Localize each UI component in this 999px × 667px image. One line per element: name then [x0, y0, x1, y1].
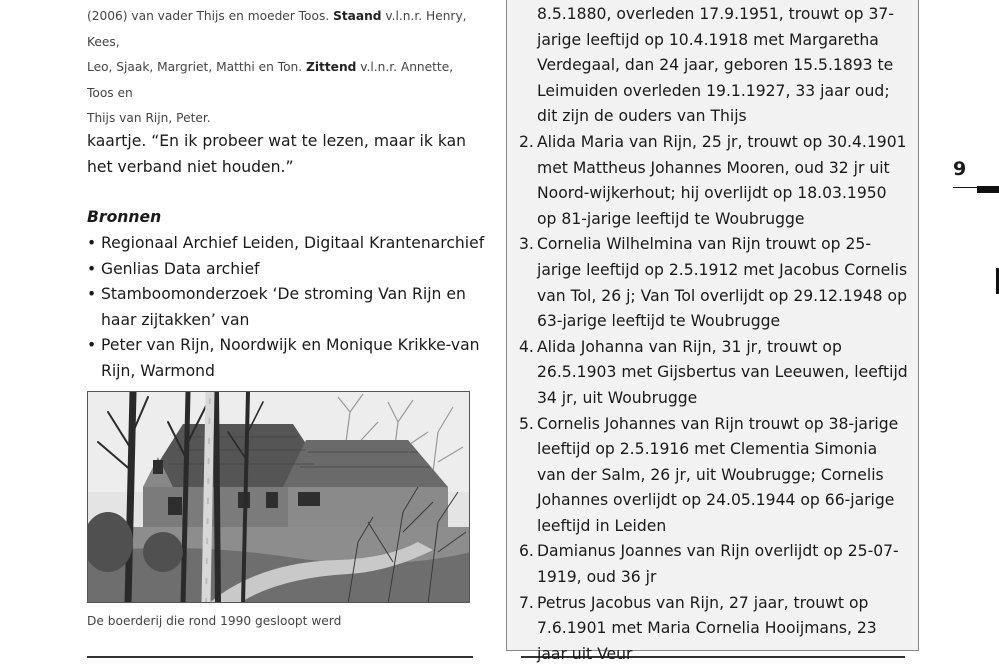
page-number: 9	[953, 158, 967, 180]
list-number: 5.	[519, 414, 534, 433]
caption-line-1: (2006) van vader Thijs en moeder Toos. Staand v.l.n.r. Henry, Kees,	[87, 9, 467, 49]
list-item: 2. Alida Maria van Rijn, 25 jr, trouwt op 30.4.1901 met Mattheus Johannes Mooren, oud 32 jr uit Noord-wijkerhout; hij overlijdt op 18.03.1950 op 81-jarige leeftijd te Woubrugge	[537, 130, 909, 232]
list-item: 3. Cornelia Wilhelmina van Rijn trouwt op 25-jarige leeftijd op 2.5.1912 met Jacobus Cornelis van Tol, 26 j; Van Tol overlijdt op 29.12.1948 op 63-jarige leeftijd te Woubrugge	[537, 232, 909, 334]
children-list	[519, 130, 909, 667]
sources-list	[87, 231, 487, 385]
farmhouse-photo-caption: De boerderij die rond 1990 gesloopt werd	[87, 614, 342, 628]
caption-line-2: Leo, Sjaak, Margriet, Matthi en Ton. Zittend v.l.n.r. Annette, Toos en	[87, 60, 454, 100]
bottom-rule-left	[87, 656, 473, 658]
list-item: 5. Cornelis Johannes van Rijn trouwt op 38-jarige leeftijd op 2.5.1916 met Clementia Simonia van der Salm, 26 jr, uit Woubrugge; Cornelis Johannes overlijdt op 24.05.1944 op 66-jarige leeftijd in Leiden	[537, 412, 909, 540]
list-number: 3.	[519, 235, 534, 254]
margin-bar	[977, 186, 999, 193]
caption-line-3: Thijs van Rijn, Peter.	[87, 111, 211, 125]
farmhouse-image	[88, 392, 470, 603]
source-item: • Stamboomonderzoek ‘De stroming Van Rijn en haar zijtakken’ van	[87, 282, 487, 333]
photo-caption-top	[87, 4, 482, 132]
page-number-underline	[953, 187, 979, 188]
sources-heading: Bronnen	[87, 208, 162, 226]
body-paragraph: kaartje. “En ik probeer wat te lezen, maar ik kan het verband niet houden.”	[87, 132, 467, 176]
bullet-icon: •	[87, 234, 97, 252]
genealogy-box-text	[519, 2, 909, 667]
source-item: • Peter van Rijn, Noordwijk en Monique Krikke-van Rijn, Warmond	[87, 333, 487, 384]
list-number: 6.	[519, 542, 534, 561]
list-item: 4. Alida Johanna van Rijn, 31 jr, trouwt op 26.5.1903 met Gijsbertus van Leeuwen, leeftijd 34 jr, uit Woubrugge	[537, 335, 909, 412]
list-item: 6. Damianus Joannes van Rijn overlijdt op 25-07-1919, oud 36 jr	[537, 539, 909, 590]
bullet-icon: •	[87, 336, 97, 355]
farmhouse-photo	[87, 391, 470, 603]
source-item: • Genlias Data archief	[87, 257, 487, 283]
list-number: 4.	[519, 337, 534, 356]
bullet-icon: •	[87, 259, 97, 278]
list-number: 7.	[519, 593, 534, 612]
zittend-label: Zittend	[306, 60, 357, 74]
list-item: 7. Petrus Jacobus van Rijn, 27 jaar, trouwt op 7.6.1901 met Maria Cornelia Hooijmans, 23 jaar uit Veur	[537, 591, 909, 667]
list-number: 2.	[519, 132, 534, 151]
staand-label: Staand	[333, 9, 382, 23]
box-intro: 8.5.1880, overleden 17.9.1951, trouwt op 37-jarige leeftijd op 10.4.1918 met Margaretha Verdegaal, dan 24 jaar, geboren 15.5.1893 te Leimuiden overleden 19.1.1927, 33 jaar oud; dit zijn de ouders van Thijs	[537, 5, 894, 126]
source-item: • Regionaal Archief Leiden, Digitaal Krantenarchief	[87, 231, 487, 257]
bullet-icon: •	[87, 285, 97, 304]
